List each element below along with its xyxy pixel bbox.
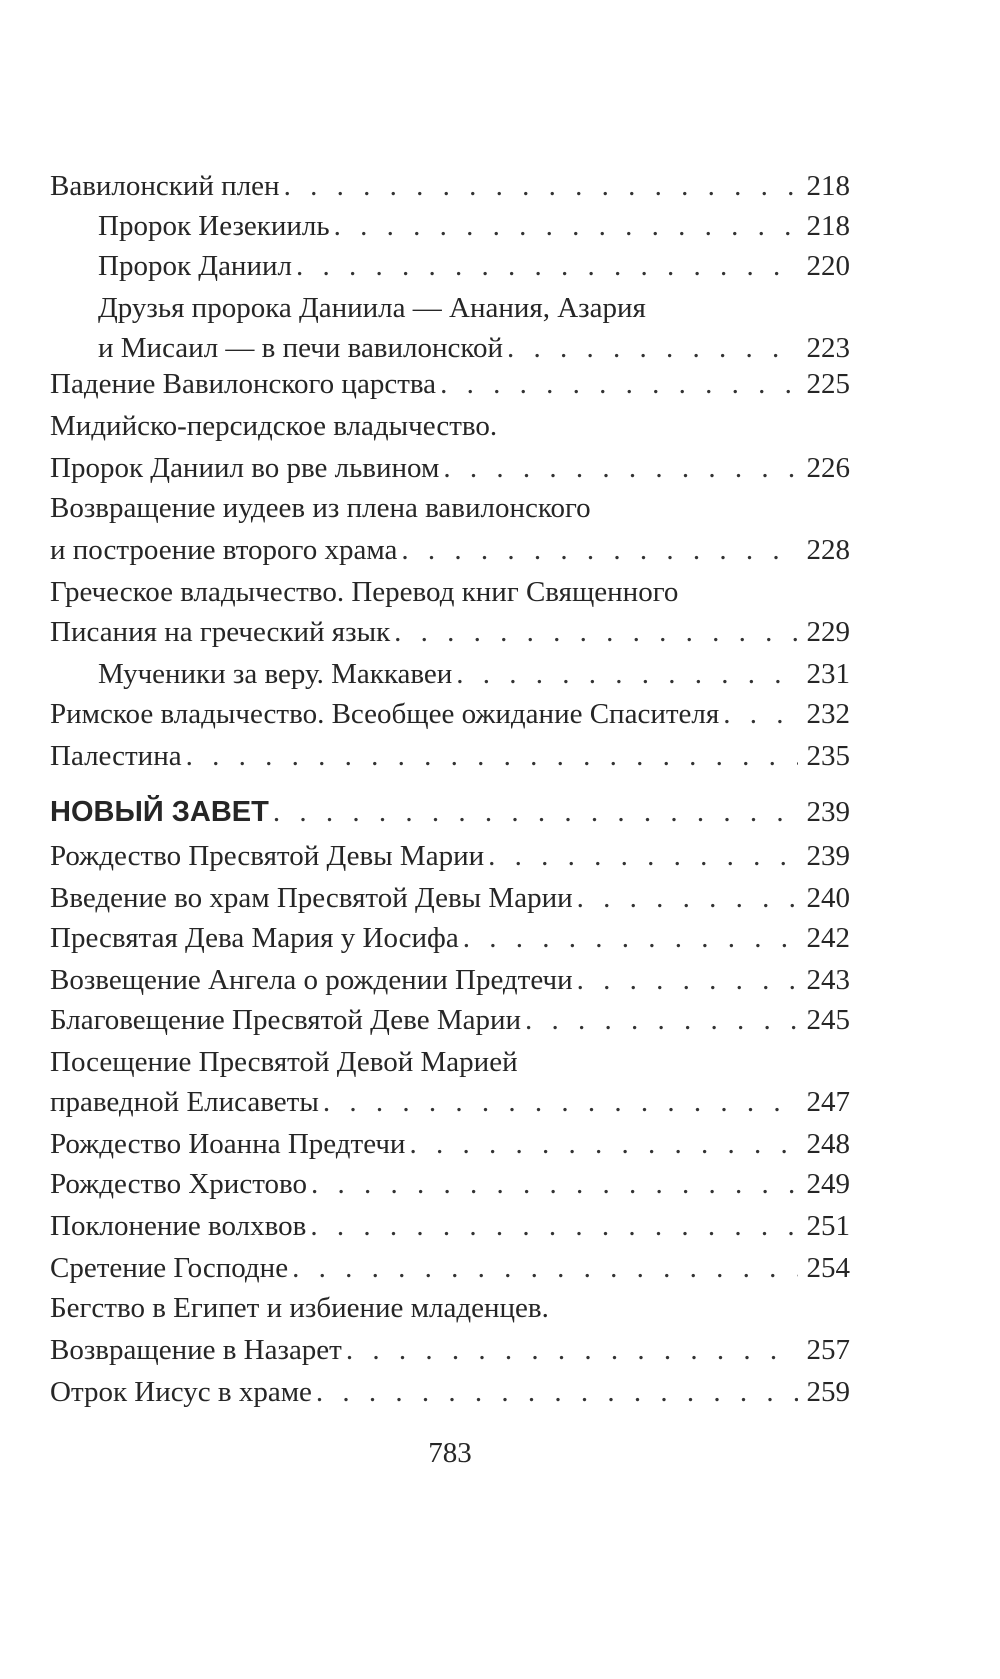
toc-entry (98, 658, 850, 698)
toc-entry-title: Возвращение иудеев из плена вавилонского (50, 492, 591, 524)
toc-entry-title: Рождество Иоанна Предтечи (50, 1128, 406, 1160)
toc-entry (50, 698, 850, 738)
toc-leader-dots (316, 1376, 798, 1409)
toc-entry-title: Бегство в Египет и избиение младенцев. (50, 1292, 549, 1324)
toc-leader-dots (323, 1086, 798, 1119)
toc-entry-title: и Мисаил — в печи вавилонской (98, 332, 504, 364)
toc-entry-page: 247 (806, 1086, 850, 1118)
toc-leader-dots (577, 882, 798, 915)
toc-leader-dots (443, 452, 798, 485)
toc-entry-title: Друзья пророка Даниила — Анания, Азария (98, 292, 646, 324)
toc-entry (50, 1334, 850, 1374)
toc-leader-dots (723, 698, 798, 731)
toc-entry-page: 218 (806, 170, 850, 202)
toc-entry-title: Сретение Господне (50, 1252, 289, 1284)
toc-entry (50, 1376, 850, 1416)
toc-entry-title: Пророк Иезекииль (98, 210, 330, 242)
toc-entry-page: 225 (806, 368, 850, 400)
toc-leader-dots (440, 368, 798, 401)
toc-entry-title: Падение Вавилонского царства (50, 368, 437, 400)
toc-entry (50, 740, 850, 780)
toc-entry-title: Возвращение в Назарет (50, 1334, 342, 1366)
toc-entry (98, 292, 850, 332)
toc-entry (50, 170, 850, 210)
toc-entry (50, 1086, 850, 1126)
toc-entry-title: Греческое владычество. Перевод книг Священного (50, 576, 679, 608)
toc-leader-dots (394, 616, 798, 649)
toc-leader-dots (346, 1334, 798, 1367)
toc-entry (50, 576, 850, 616)
toc-entry-title: и построение второго храма (50, 534, 398, 566)
toc-leader-dots (577, 964, 798, 997)
toc-entry (50, 368, 850, 408)
toc-entry-page: 242 (806, 922, 850, 954)
toc-entry-page: 226 (806, 452, 850, 484)
toc-entry-title: Рождество Пресвятой Девы Марии (50, 840, 485, 872)
toc-entry (50, 1210, 850, 1250)
toc-entry-title: Палестина (50, 740, 182, 772)
toc-entry-page: 248 (806, 1128, 850, 1160)
toc-entry (50, 1004, 850, 1044)
toc-entry (50, 922, 850, 962)
toc-entry-page: 231 (806, 658, 850, 690)
toc-entry-title: праведной Елисаветы (50, 1086, 319, 1118)
toc-entry (98, 250, 850, 290)
toc-entry-page: 239 (806, 840, 850, 872)
toc-entry (50, 964, 850, 1004)
toc-entry-page: 243 (806, 964, 850, 996)
toc-leader-dots (310, 1210, 798, 1243)
toc-leader-dots (284, 170, 798, 203)
toc-entry-title: Рождество Христово (50, 1168, 307, 1200)
toc-entry (50, 616, 850, 656)
toc-leader-dots (409, 1128, 798, 1161)
toc-entry-page: 240 (806, 882, 850, 914)
toc-entry (50, 410, 850, 450)
toc-entry (50, 534, 850, 574)
toc-entry-page: 251 (806, 1210, 850, 1242)
toc-leader-dots (273, 796, 798, 829)
toc-entry-title: Мидийско-персидское владычество. (50, 410, 498, 442)
toc-entry-title: Пророк Даниил во рве львином (50, 452, 440, 484)
toc-entry-page: 218 (806, 210, 850, 242)
toc-leader-dots (507, 332, 798, 365)
page-number: 783 (428, 1437, 472, 1469)
toc-entry-page: 229 (806, 616, 850, 648)
toc-leader-dots (311, 1168, 798, 1201)
toc-entry-title: Пророк Даниил (98, 250, 292, 282)
toc-entry-title: Мученики за веру. Маккавеи (98, 658, 453, 690)
toc-entry (98, 210, 850, 250)
toc-leader-dots (401, 534, 798, 567)
toc-entry-page: 249 (806, 1168, 850, 1200)
toc-entry (50, 1292, 850, 1332)
toc-entry-page: 239 (806, 796, 850, 828)
toc-entry (50, 1046, 850, 1086)
toc-entry-title: Римское владычество. Всеобщее ожидание Спасителя (50, 698, 720, 730)
toc-entry-title: Вавилонский плен (50, 170, 280, 202)
toc-leader-dots (292, 1252, 798, 1285)
toc-entry (50, 1168, 850, 1208)
toc-entry (50, 840, 850, 880)
toc-entry (50, 796, 850, 836)
toc-entry-page: 223 (806, 332, 850, 364)
toc-leader-dots (525, 1004, 798, 1037)
toc-leader-dots (488, 840, 798, 873)
toc-entry-page: 220 (806, 250, 850, 282)
toc-entry-page: 245 (806, 1004, 850, 1036)
toc-leader-dots (334, 210, 798, 243)
toc-entry (50, 882, 850, 922)
toc-entry-page: 254 (806, 1252, 850, 1284)
toc-entry-title: Пресвятая Дева Мария у Иосифа (50, 922, 459, 954)
toc-entry-title: Благовещение Пресвятой Деве Марии (50, 1004, 522, 1036)
toc-leader-dots (186, 740, 798, 773)
toc-entry-title: Введение во храм Пресвятой Девы Марии (50, 882, 573, 914)
toc-entry-title: Поклонение волхвов (50, 1210, 307, 1242)
toc-entry (50, 492, 850, 532)
toc-entry-title: Отрок Иисус в храме (50, 1376, 312, 1408)
toc-entry-page: 232 (806, 698, 850, 730)
toc-entry-page: 257 (806, 1334, 850, 1366)
toc-entry (50, 452, 850, 492)
toc-entry-title: Писания на греческий язык (50, 616, 391, 648)
toc-leader-dots (463, 922, 798, 955)
toc-entry-title: Посещение Пресвятой Девой Марией (50, 1046, 518, 1078)
toc-entry (50, 1252, 850, 1292)
toc-entry (98, 332, 850, 372)
toc-entry-title: НОВЫЙ ЗАВЕТ (50, 796, 269, 828)
toc-entry (50, 1128, 850, 1168)
toc-leader-dots (296, 250, 798, 283)
toc-entry-page: 235 (806, 740, 850, 772)
toc-entry-page: 228 (806, 534, 850, 566)
toc-entry-title: Возвещение Ангела о рождении Предтечи (50, 964, 573, 996)
toc-leader-dots (456, 658, 798, 691)
toc-entry-page: 259 (806, 1376, 850, 1408)
